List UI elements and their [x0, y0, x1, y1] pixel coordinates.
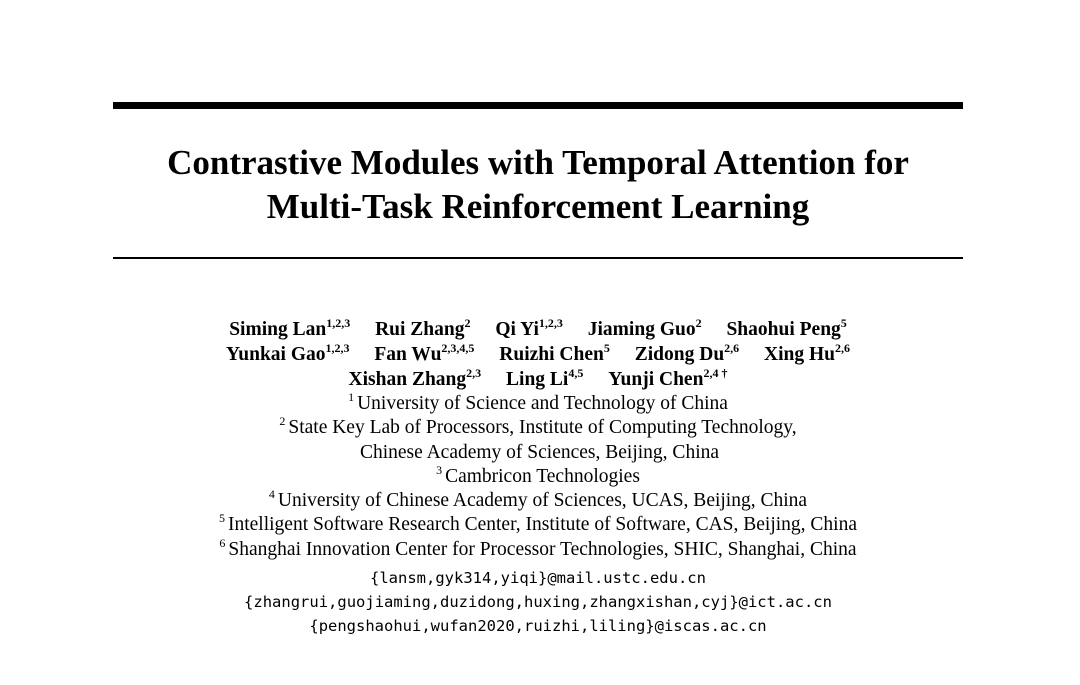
author-affiliation-mark: 2,6: [835, 341, 851, 355]
author-name: Siming Lan: [229, 319, 327, 340]
author-affiliation-mark: 1,2,3: [325, 341, 350, 355]
author: [226, 342, 350, 367]
author-affiliation-mark: 1,2,3: [538, 316, 563, 330]
title-top-rule: [113, 102, 963, 109]
title-bottom-rule: [113, 257, 963, 259]
affiliation-number: 5: [218, 511, 225, 526]
email-line: {lansm,gyk314,yiqi}@mail.ustc.edu.cn: [370, 569, 706, 587]
email-list: [113, 566, 963, 638]
author: [506, 367, 583, 392]
author-name: Yunji Chen: [608, 369, 704, 390]
author-name: Xing Hu: [764, 344, 836, 365]
author-line: [113, 317, 963, 342]
affiliation: [113, 441, 963, 465]
title-line: Contrastive Modules with Temporal Attention for: [167, 143, 909, 182]
author: [608, 367, 727, 392]
author-affiliation-mark: 2,3: [466, 366, 482, 380]
author: [635, 342, 739, 367]
affiliation-text: Intelligent Software Research Center, Institute of Software, CAS, Beijing, China: [227, 514, 858, 536]
affiliation-text: University of Chinese Academy of Sciences, UCAS, Beijing, China: [277, 490, 808, 512]
author-line: [113, 342, 963, 367]
affiliation-number: 6: [219, 535, 226, 550]
author-line: [113, 367, 963, 392]
affiliation-number: 1: [348, 390, 355, 404]
author-block: [113, 317, 963, 392]
author-affiliation-mark: 1,2,3: [326, 316, 351, 330]
author-affiliation-mark: 2: [464, 316, 471, 330]
affiliation: [113, 513, 963, 537]
author-affiliation-mark: 5: [603, 341, 610, 355]
affiliation-text: University of Science and Technology of China: [357, 393, 728, 414]
author-affiliation-mark: 5: [840, 316, 847, 330]
author-name: Qi Yi: [495, 319, 539, 340]
author-name: Rui Zhang: [375, 319, 465, 340]
author: [229, 317, 350, 342]
affiliation-text: Cambricon Technologies: [445, 465, 640, 487]
author-name: Ling Li: [506, 369, 569, 390]
affiliation-number: 3: [436, 462, 443, 477]
paper-title: [113, 141, 963, 229]
affiliation-list: [113, 392, 963, 562]
affiliation: [113, 462, 963, 489]
author-affiliation-mark: 4,5: [568, 366, 584, 380]
affiliation: [113, 416, 963, 440]
affiliation: [113, 392, 963, 416]
affiliation-text: Chinese Academy of Sciences, Beijing, China: [359, 441, 720, 463]
author-name: Shaohui Peng: [726, 319, 841, 340]
author: [495, 317, 563, 342]
author: [375, 317, 470, 342]
author: [726, 317, 846, 342]
author: [374, 342, 474, 367]
affiliation-number: 2: [279, 414, 286, 429]
author-name: Zidong Du: [634, 344, 725, 365]
author-affiliation-mark: 2,4 †: [703, 366, 728, 380]
affiliation: [113, 535, 963, 562]
affiliation-text: State Key Lab of Processors, Institute of Computing Technology,: [288, 417, 797, 439]
affiliation: [113, 489, 963, 513]
author: [349, 367, 482, 392]
author-affiliation-mark: 2,3,4,5: [441, 341, 475, 355]
author-affiliation-mark: 2: [695, 316, 702, 330]
affiliation-number: 4: [268, 487, 275, 502]
author: [764, 342, 850, 367]
author-name: Ruizhi Chen: [499, 344, 604, 365]
author-name: Xishan Zhang: [348, 369, 467, 390]
author: [499, 342, 610, 367]
author-name: Fan Wu: [374, 344, 442, 365]
author-name: Jiaming Guo: [587, 319, 696, 340]
author-name: Yunkai Gao: [225, 344, 326, 365]
email-line: {pengshaohui,wufan2020,ruizhi,liling}@iscas.ac.cn: [309, 617, 767, 635]
author: [588, 317, 702, 342]
affiliation-text: Shanghai Innovation Center for Processor Technologies, SHIC, Shanghai, China: [228, 538, 857, 560]
email-line: {zhangrui,guojiaming,duzidong,huxing,zhangxishan,cyj}@ict.ac.cn: [244, 593, 832, 611]
title-line: Multi-Task Reinforcement Learning: [266, 187, 810, 226]
author-affiliation-mark: 2,6: [724, 341, 740, 355]
